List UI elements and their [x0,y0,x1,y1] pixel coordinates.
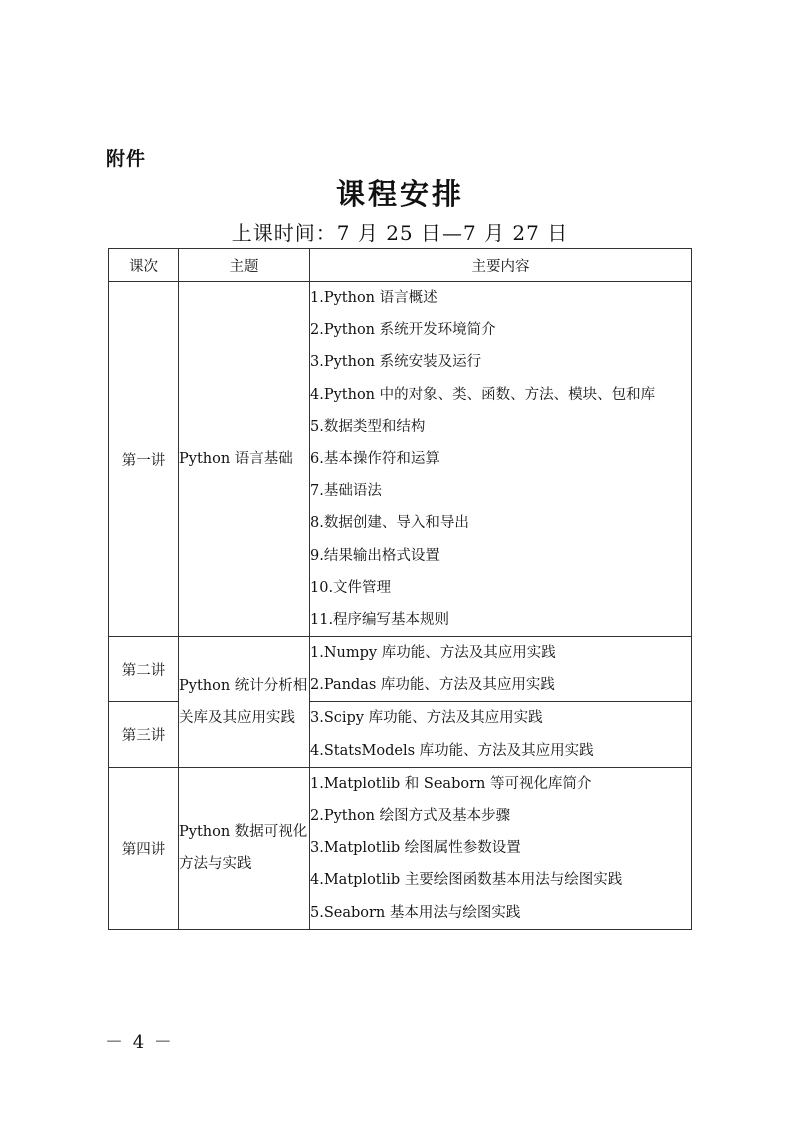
content-cell [310,637,692,702]
header-content: 主要内容 [310,249,692,282]
table-row-lecture-2 [109,637,692,702]
content-item: 1.Python 语言概述 [310,290,438,306]
content-cell [310,282,692,637]
table-row-lecture-1 [109,282,692,637]
content-item: 11.程序编写基本规则 [310,611,450,628]
course-schedule-table [108,248,692,930]
content-item: 6.基本操作符和运算 [310,450,440,467]
content-item: 7.基础语法 [310,483,382,500]
content-item: 8.数据创建、导入和导出 [310,515,469,532]
lecture-cell: 第三讲 [109,702,179,767]
page-number: － 4 － [105,1032,174,1053]
class-time-subtitle: 上课时间：7 月 25 日—7 月 27 日 [231,221,569,245]
table-header-row [109,249,692,282]
content-item: 2.Python 绘图方式及基本步骤 [310,808,511,824]
content-item: 5.数据类型和结构 [310,418,426,435]
topic-cell: Python 语言基础 [179,282,310,637]
content-item: 1.Matplotlib 和 Seaborn 等可视化库简介 [310,775,592,792]
content-item: 3.Python 系统安装及运行 [310,354,482,371]
content-item: 3.Scipy 库功能、方法及其应用实践 [310,710,543,727]
content-cell [310,767,692,929]
header-lecture: 课次 [109,249,179,282]
content-item: 4.Python 中的对象、类、函数、方法、模块、包和库 [310,386,656,403]
content-item: 4.StatsModels 库功能、方法及其应用实践 [310,742,594,759]
content-item: 1.Numpy 库功能、方法及其应用实践 [310,645,556,662]
attachment-label: 附件 [106,148,147,170]
content-item: 9.结果输出格式设置 [310,547,440,564]
page-title: 课程安排 [335,177,464,211]
content-item: 3.Matplotlib 绘图属性参数设置 [310,840,521,857]
content-item: 4.Matplotlib 主要绘图函数基本用法与绘图实践 [310,872,623,889]
topic-cell: Python 数据可视化方法与实践 [179,767,310,929]
lecture-cell: 第四讲 [109,767,179,929]
content-item: 10.文件管理 [310,579,392,596]
content-item: 2.Pandas 库功能、方法及其应用实践 [310,677,555,694]
content-item: 2.Python 系统开发环境简介 [310,322,496,339]
lecture-cell: 第二讲 [109,637,179,702]
topic-cell: Python 统计分析相关库及其应用实践 [179,637,310,768]
header-topic: 主题 [179,249,310,282]
content-cell [310,702,692,767]
lecture-cell: 第一讲 [109,282,179,637]
table-row-lecture-4 [109,767,692,929]
content-item: 5.Seaborn 基本用法与绘图实践 [310,904,521,921]
